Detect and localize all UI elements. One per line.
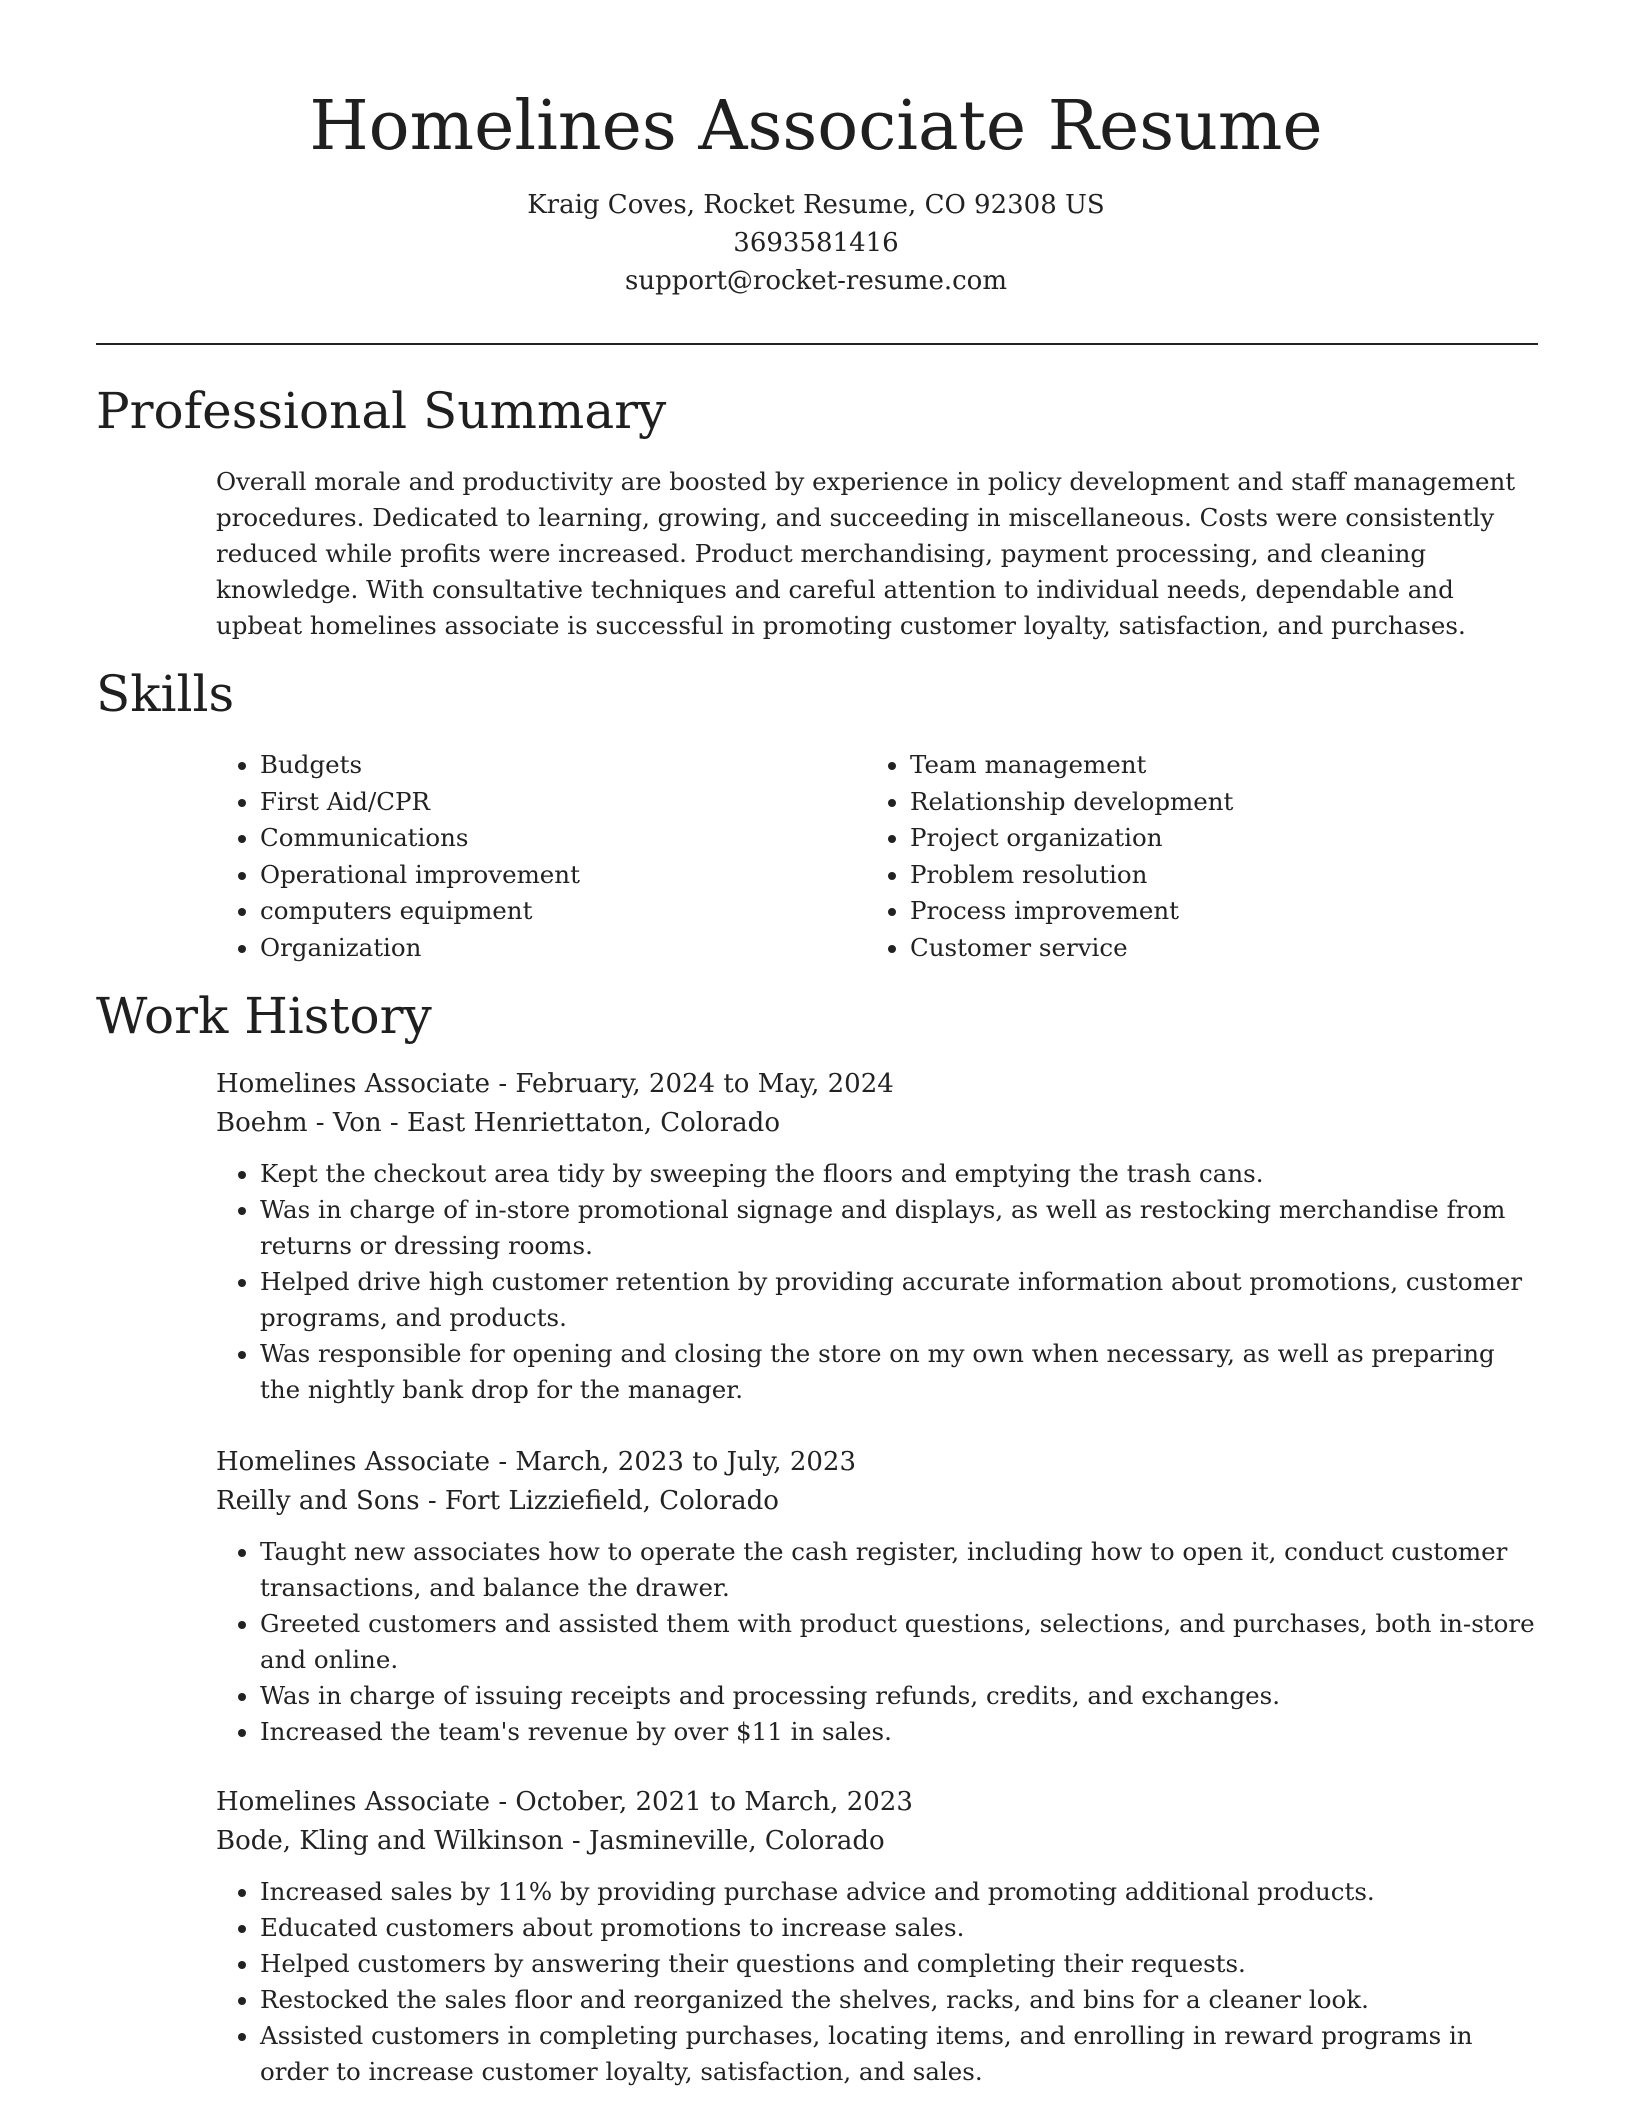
contact-block [0,186,1632,300]
job-title-line: Homelines Associate - February, 2024 to May, 2024 [216,1069,894,1099]
job-bullet: • Increased the team's revenue by over $11 in sales. [260,1714,1538,1750]
job-entry [216,1443,1538,1750]
skills-list [216,747,1538,966]
job-bullet: • Helped drive high customer retention by providing accurate information about promotions, customer programs, and products. [260,1264,1538,1336]
job-dates: February, 2024 to May, 2024 [515,1069,894,1099]
skills-column-1 [216,747,866,966]
skill-item: • Relationship development [910,784,1516,821]
skills-heading: Skills [96,665,235,723]
job-bullet: • Was in charge of issuing receipts and processing refunds, credits, and exchanges. [260,1678,1538,1714]
job-title-line: Homelines Associate - March, 2023 to July, 2023 [216,1447,857,1477]
job-entry [216,1783,1538,2090]
header-divider [96,343,1538,345]
skill-item: • Organization [260,930,866,967]
job-dates: October, 2021 to March, 2023 [515,1787,913,1817]
skill-item: • Customer service [910,930,1516,967]
job-role: Homelines Associate [216,1787,491,1817]
job-bullets [216,1534,1538,1750]
job-bullet: • Increased sales by 11% by providing purchase advice and promoting additional products. [260,1874,1538,1910]
skill-item: • computers equipment [260,893,866,930]
address: Kraig Coves, Rocket Resume, CO 92308 US [527,190,1105,220]
skill-item: • Operational improvement [260,857,866,894]
skill-item: • Team management [910,747,1516,784]
job-company-line: Bode, Kling and Wilkinson - Jasmineville, Colorado [216,1825,885,1856]
job-bullet: • Was responsible for opening and closing the store on my own when necessary, as well as preparing the nightly bank drop for the manager. [260,1336,1538,1408]
job-location: East Henriettaton, Colorado [406,1107,780,1138]
job-bullet: • Assisted customers in completing purchases, locating items, and enrolling in reward programs in order to increase customer loyalty, satisfaction, and sales. [260,2018,1538,2090]
skill-item: • Problem resolution [910,857,1516,894]
job-bullet: • Restocked the sales floor and reorganized the shelves, racks, and bins for a cleaner look. [260,1982,1538,2018]
skill-item: • Communications [260,820,866,857]
job-role: Homelines Associate [216,1069,491,1099]
job-location: Fort Lizziefield, Colorado [444,1485,779,1516]
summary-heading: Professional Summary [96,382,667,440]
skill-item: • Process improvement [910,893,1516,930]
job-bullet: • Educated customers about promotions to increase sales. [260,1910,1538,1946]
job-company: Reilly and Sons [216,1485,420,1516]
skills-column-2 [866,747,1516,966]
email: support@rocket-resume.com [624,266,1007,296]
job-company-line: Reilly and Sons - Fort Lizziefield, Colorado [216,1485,779,1516]
job-company: Bode, Kling and Wilkinson [216,1825,564,1856]
job-bullets [216,1874,1538,2090]
resume-title: Homelines Associate Resume [309,87,1323,166]
phone: 3693581416 [733,228,899,258]
job-bullet: • Helped customers by answering their questions and completing their requests. [260,1946,1538,1982]
job-bullet: • Greeted customers and assisted them with product questions, selections, and purchases, both in-store and online. [260,1606,1538,1678]
job-entry [216,1065,1538,1408]
job-bullet: • Was in charge of in-store promotional signage and displays, as well as restocking merchandise from returns or dressing rooms. [260,1192,1538,1264]
job-bullet: • Taught new associates how to operate the cash register, including how to open it, conduct customer transactions, and balance the drawer. [260,1534,1538,1606]
job-location: Jasmineville, Colorado [588,1825,885,1856]
job-company-line: Boehm - Von - East Henriettaton, Colorado [216,1107,780,1138]
resume-header [0,0,1632,300]
job-role: Homelines Associate [216,1447,491,1477]
skill-item: • Project organization [910,820,1516,857]
job-company: Boehm - Von [216,1107,382,1138]
job-bullets [216,1156,1538,1408]
skill-item: • Budgets [260,747,866,784]
summary-text: Overall morale and productivity are boosted by experience in policy development and staff management procedures. Dedicated to learning, growing, and succeeding in miscellaneous. Costs were consistently reduced while profits were increased. Product merchandising, payment processing, and cleaning knowledge. With consultative techniques and careful attention to individual needs, dependable and upbeat homelines associate is successful in promoting customer loyalty, satisfaction, and purchases. [216,467,1516,640]
job-dates: March, 2023 to July, 2023 [515,1447,857,1477]
job-bullet: • Kept the checkout area tidy by sweeping the floors and emptying the trash cans. [260,1156,1538,1192]
skill-item: • First Aid/CPR [260,784,866,821]
work-history-heading: Work History [96,987,432,1045]
job-title-line: Homelines Associate - October, 2021 to March, 2023 [216,1787,913,1817]
